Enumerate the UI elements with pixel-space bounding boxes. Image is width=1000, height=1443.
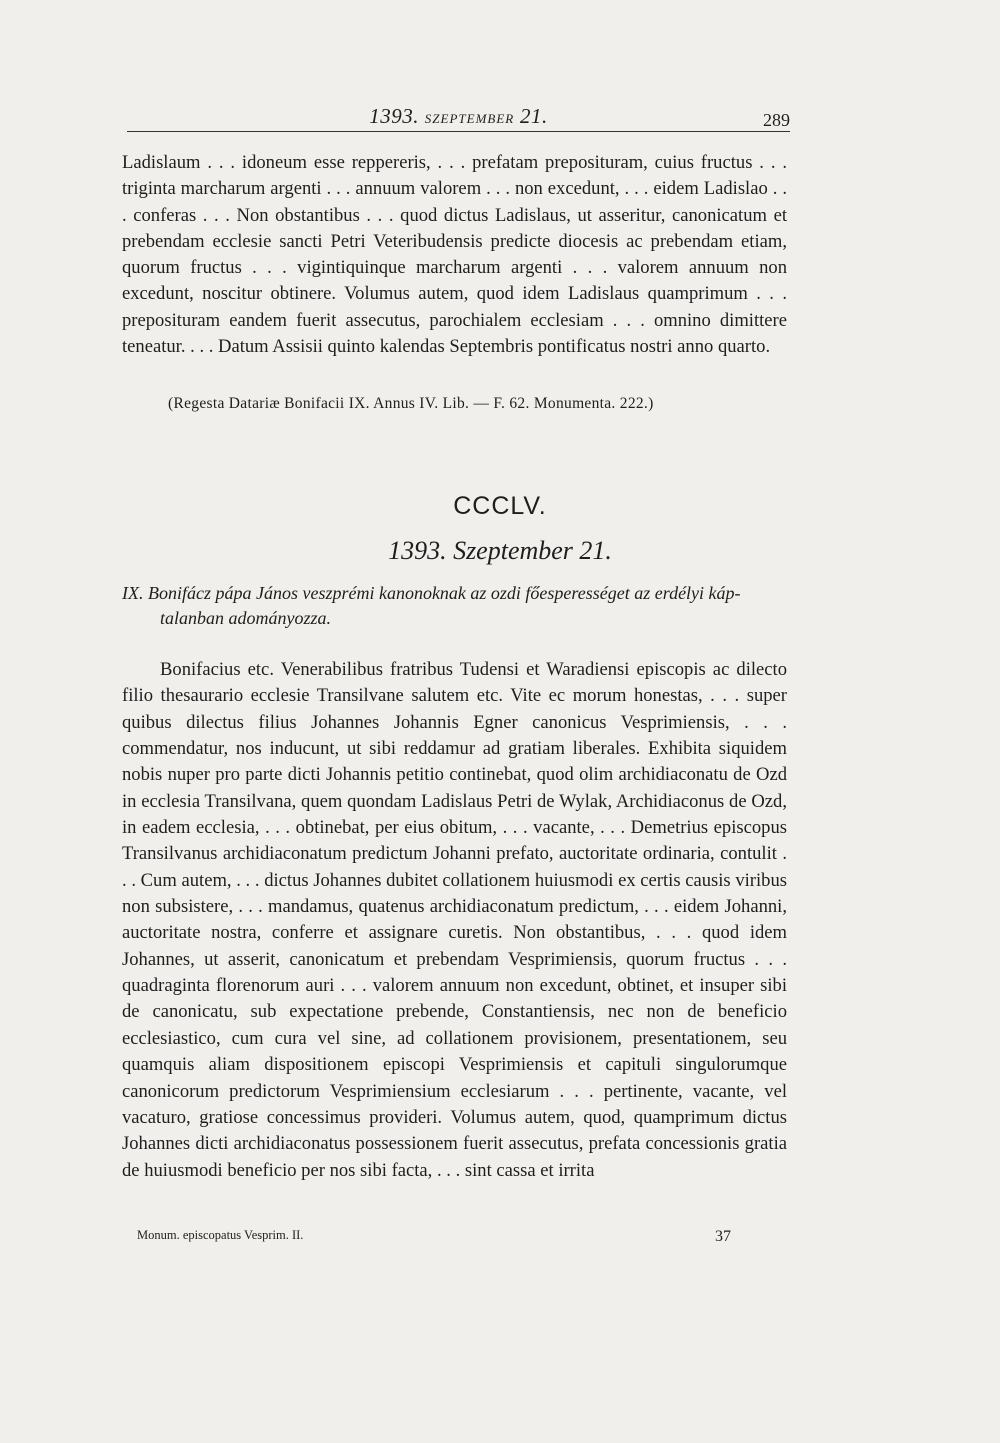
running-header <box>127 104 790 134</box>
header-month: SZEPTEMBER <box>424 111 515 126</box>
header-year: 1393. <box>369 104 420 128</box>
footer-series: Monum. episcopatus Vesprim. II. <box>137 1228 304 1242</box>
source-reference: (Regesta Datariæ Bonifacii IX. Annus IV. Lib. — F. 62. Monumenta. 222.) <box>168 395 654 412</box>
summary-line-1: IX. Bonifácz pápa János veszprémi kanonoknak az ozdi főesperességet az erdélyi káp- <box>122 583 741 603</box>
continuation-paragraph <box>122 150 787 360</box>
header-day: 21. <box>519 104 548 128</box>
document-summary <box>122 581 787 631</box>
document-number: CCCLV. <box>453 492 547 520</box>
page-number: 289 <box>763 110 790 130</box>
paragraph-text: Bonifacius etc. Venerabilibus fratribus Tudensi et Waradiensi episcopis ac dilecto filio thesaurario ecclesie Transilvane salutem etc. Vite ec morum honestas, . . . super quibus dilectus filius Johannes Johannis Egner canonicus Vesprimiensis, . . . commendatur, nos inducunt, ut sibi reddamur ad gratiam liberales. Exhibita siquidem nobis nuper pro parte dicti Johannis petitio continebat, quod olim archidiaconatu de Ozd in ecclesia Transilvana, quem quondam Ladislaus Petri de Wylak, Archidiaconus de Ozd, in eadem ecclesia, . . . obtinebat, per eius obitum, . . . vacante, . . . Demetrius episcopus Transilvanus archidiaconatum predictum Johanni prefato, auctoritate ordinaria, contulit . . . Cum autem, . . . dictus Johannes dubitet collationem huiusmodi ex certis causis viribus non subsistere, . . . mandamus, quatenus archidiaconatum predictum, . . . eidem Johanni, auctoritate nostra, conferre et assignare curetis. Non obstantibus, . . . quod idem Johannes, ut asserit, canonicatum et prebendam Vesprimiensis, quorum fructus . . . quadraginta florenorum auri . . . valorem annuum non excedunt, obtinet, et insuper sibi de canonicatu, sub expectatione prebende, Constantiensis, nec non de beneficio ecclesiastico, cum cura vel sine, ad collationem provisionem, presentationem, seu quamquis aliam dispositionem episcopi Vesprimiensis et capituli singulorumque canonicorum predictorum Vesprimiensium ecclesiarum . . . pertinente, vacante, vel vacaturo, gratiose concessimus provideri. Volumus autem, quod, quamprimum dictus Johannes dicti archidiaconatus possessionem fuerit assecutus, prefata concessionis gratia de huiusmodi beneficio per nos sibi facta, . . . sint cassa et irrita <box>122 659 787 1181</box>
document-dateline: 1393. Szeptember 21. <box>388 536 612 565</box>
header-rule <box>127 131 790 132</box>
footer-signature: 37 <box>715 1228 731 1245</box>
header-date <box>127 104 790 129</box>
document-body <box>122 657 787 1184</box>
paragraph-text: Ladislaum . . . idoneum esse reppereris, . . . prefatam preposituram, cuius fructus . . . triginta marcharum argenti . . . annuum valorem . . . non excedunt, . . . eidem Ladislao . . . conferas . . . Non obstantibus . . . quod dictus Ladislaus, ut asseritur, canonicatum et prebendam ecclesie sancti Petri Veteribudensis predicte diocesis ac prebendam etiam, quorum fructus . . . vigintiquinque marcharum argenti . . . valorem annuum non excedunt, noscitur obtinere. Volumus autem, quod idem Ladislaus quamprimum . . . preposituram eandem fuerit assecutus, parochialem ecclesiam . . . omnino dimittere teneatur. . . . Datum Assisii quinto kalendas Septembris pontificatus nostri anno quarto. <box>122 152 787 358</box>
summary-line-2: talanban adományozza. <box>160 608 331 628</box>
